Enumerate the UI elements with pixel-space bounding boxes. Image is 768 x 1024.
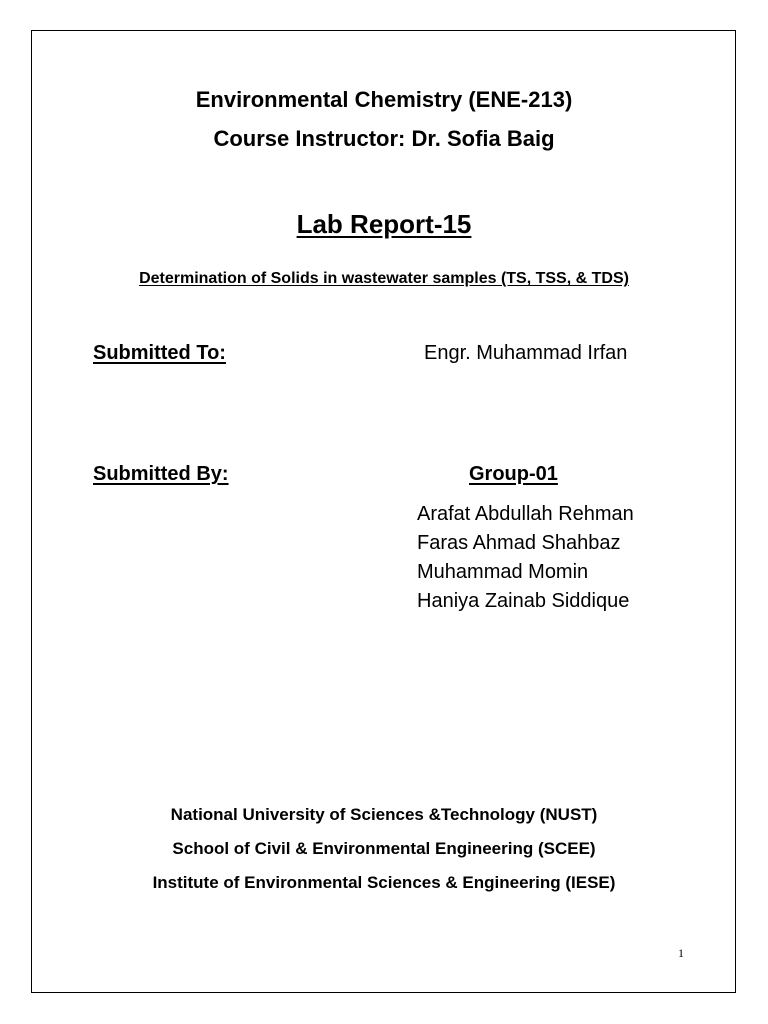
- course-instructor: Course Instructor: Dr. Sofia Baig: [213, 126, 555, 151]
- institute-name: Institute of Environmental Sciences & Engineering (IESE): [152, 873, 616, 892]
- member-list: [417, 500, 634, 616]
- member-name: Muhammad Momin: [417, 561, 589, 583]
- report-subtitle: Determination of Solids in wastewater samples (TS, TSS, & TDS): [139, 270, 629, 287]
- page-number: 1: [678, 946, 684, 960]
- submitted-to-value: Engr. Muhammad Irfan: [424, 342, 628, 364]
- submitted-to-label: Submitted To:: [93, 342, 226, 364]
- school-name: School of Civil & Environmental Engineering (SCEE): [172, 839, 596, 858]
- university-name: National University of Sciences &Technology (NUST): [170, 805, 598, 824]
- submitted-by-label: Submitted By:: [93, 463, 229, 485]
- group-label: Group-01: [469, 463, 558, 485]
- member-name: Arafat Abdullah Rehman: [417, 503, 634, 525]
- report-title: Lab Report-15: [296, 209, 472, 239]
- member-name: Faras Ahmad Shahbaz: [417, 532, 621, 554]
- member-name: Haniya Zainab Siddique: [417, 590, 630, 612]
- course-title: Environmental Chemistry (ENE-213): [195, 87, 573, 112]
